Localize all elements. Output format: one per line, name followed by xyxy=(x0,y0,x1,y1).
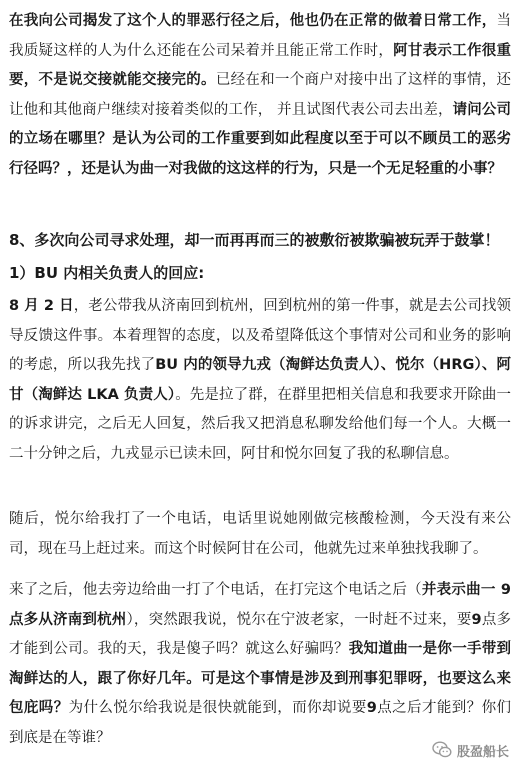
plain-text: 。先是拉了群，在群里把相关信息和我要求开除曲一的诉求讲完，之后无人回复，然后我又把消息私聊发给他们每一个人。大概一二十分钟之后，九戎显示已读未回，阿甘和悦尔回复了我的私聊信息。 xyxy=(9,386,512,462)
paragraph-aug-2 xyxy=(9,292,511,469)
date-text: 8 月 2 日 xyxy=(9,298,74,314)
plain-text: ），突然跟我说，悦尔在宁波老家，一时赶不过来，要 xyxy=(126,611,472,628)
plain-text: 来了之后，他去旁边给曲一打了个电话，在打完这个电话之后（ xyxy=(9,582,422,598)
plain-text: 为什么悦尔给我说是很快就能到，而你却说要 xyxy=(68,700,367,716)
plain-text: 点多才能到公司。我的天，我是傻子吗？就这么好骗吗？ xyxy=(9,611,512,657)
watermark-text: 股盈船长 xyxy=(456,744,509,760)
subsection-heading-1: 1）BU 内相关负责人的回应: xyxy=(9,264,205,282)
bold-number: 9 xyxy=(366,700,377,716)
bold-text: 请问公司的立场在哪里？是认为公司的工作重要到如此程度以至于可以不顾员工的恶劣行径吗？，还是认为曲一对我做的这这样的行为，只是一个无足轻重的小事？ xyxy=(9,101,512,177)
section-heading-8: 8、多次向公司寻求处理，却一而再再而三的被敷衍被欺骗被玩弄于鼓掌！ xyxy=(9,231,500,249)
plain-text: ，老公带我从济南回到杭州，回到杭州的第一件事，就是去公司找领导反馈这件事。本着理智的态度，以及希望降低这个事情对公司和业务的影响的考虑，所以我先找了 xyxy=(9,298,511,373)
bold-text: 并表示曲一 9 点多从济南到杭州 xyxy=(9,582,512,628)
bold-names: BU 内的领导九戎（淘鲜达负责人）、悦尔（HRG）、阿甘（淘鲜达 LKA 负责人） xyxy=(9,357,512,403)
plain-text: 点之后才能到？你们到底是在等谁？ xyxy=(9,700,511,746)
bold-number: 9 xyxy=(471,611,482,628)
watermark xyxy=(432,739,509,761)
paragraph-phone-call: 随后，悦尔给我打了一个电话，电话里说她刚做完核酸检测，今天没有来公司，现在马上赶过来。而这个时候阿甘在公司，他就先过来单独找我聊了。 xyxy=(9,511,511,557)
bold-text: 在我向公司揭发了这个人的罪恶行径之后，他也仍在正常的做着日常工作， xyxy=(9,13,497,29)
paragraph-company-stance xyxy=(9,7,511,184)
plain-text: 已经在和一个商户对接中出了这样的事情，还让他和其他商户继续对接着类似的工作， 并且试图代表公司去出差， xyxy=(9,72,512,118)
bold-text: 我知道曲一是你一手带到淘鲜达的人，跟了你好几年。可是这个事情是涉及到刑事犯罪呀，也要这么来包庇吗？ xyxy=(9,641,512,716)
bold-text: 阿甘表示工作很重要，不是说交接就能交接完的。 xyxy=(9,42,512,88)
plain-text: 当我质疑这样的人为什么还能在公司呆着并且能正常工作时， xyxy=(9,13,511,59)
wechat-logo-icon xyxy=(432,741,452,759)
paragraph-agan-response xyxy=(9,576,511,753)
